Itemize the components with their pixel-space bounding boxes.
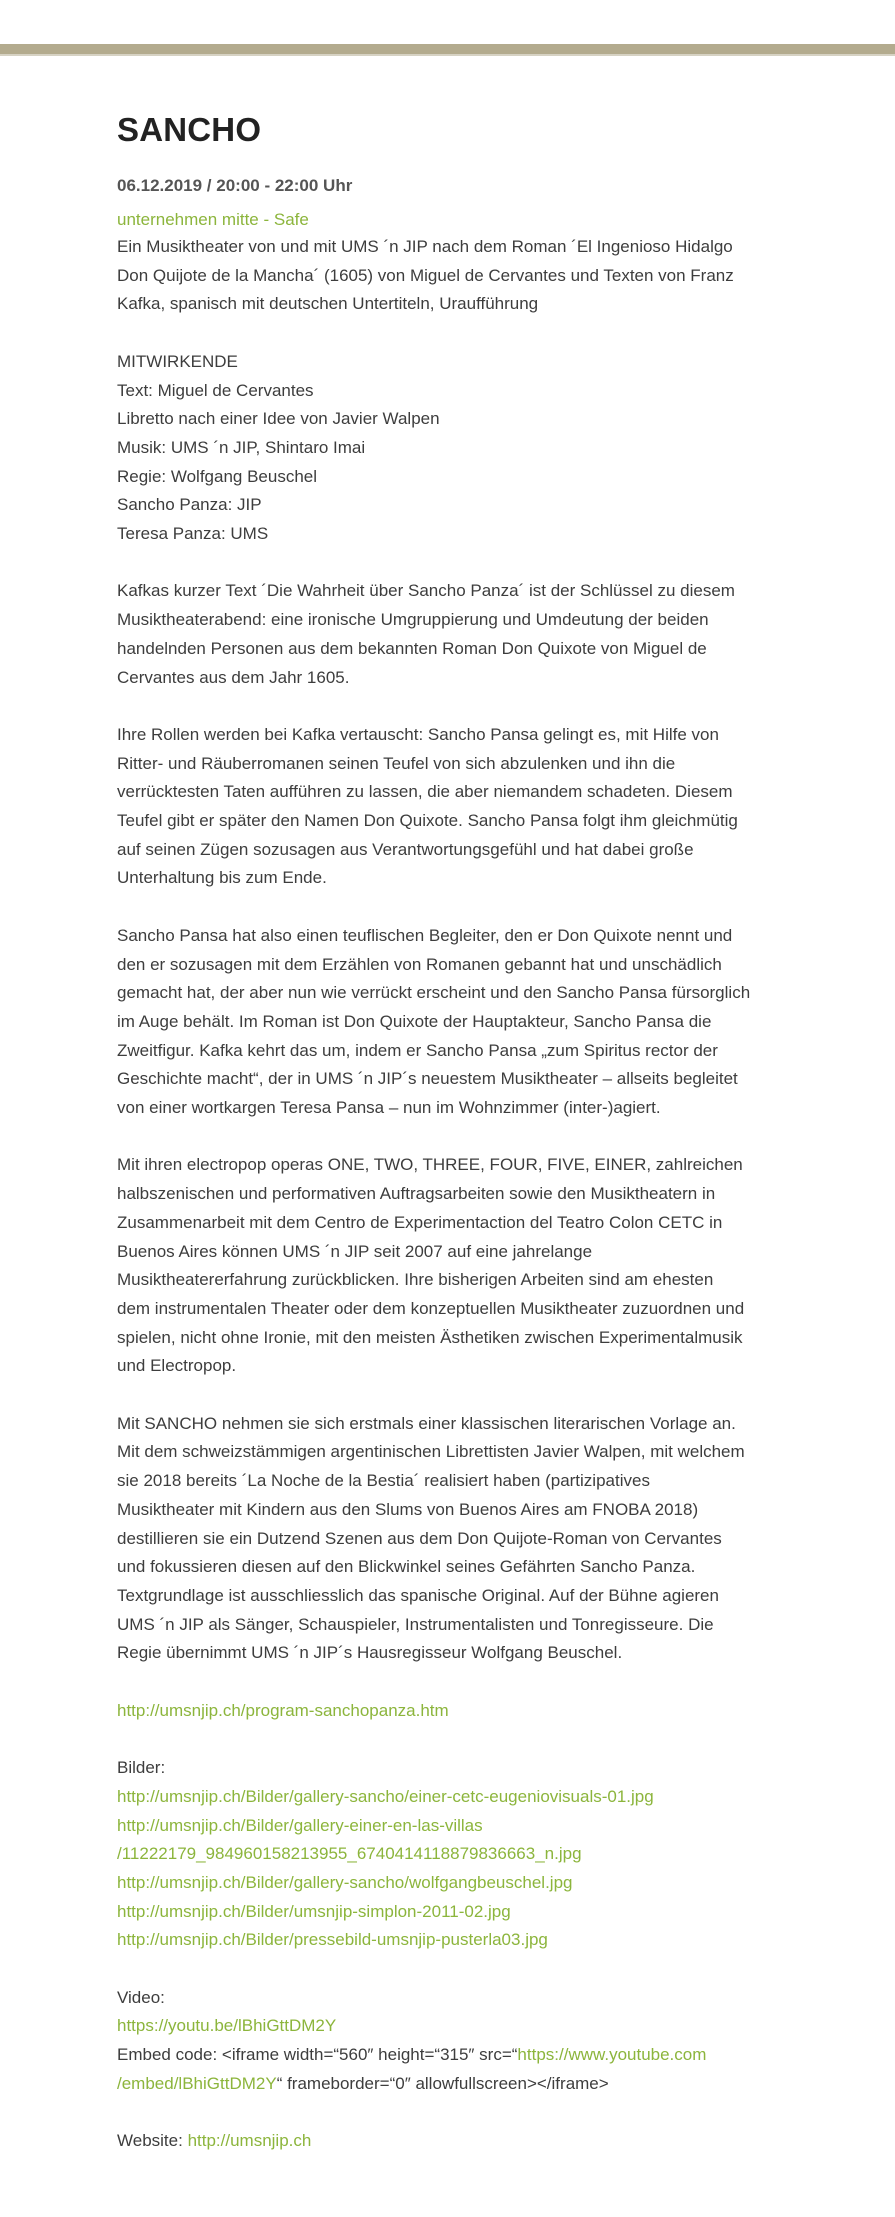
paragraph-history xyxy=(117,1151,797,1381)
event-intro xyxy=(117,233,797,319)
text-line: Musiktheatererfahrung zurückblicken. Ihre bisherigen Arbeiten sind am ehesten xyxy=(117,1270,714,1290)
website-line xyxy=(117,2127,797,2156)
text-line: und fokussieren diesen auf den Blickwinkel seines Gefährten Sancho Panza. xyxy=(117,1557,696,1577)
text-line: Unterhaltung bis zum Ende. xyxy=(117,868,327,888)
credits-block xyxy=(117,348,797,549)
credit-line: Sancho Panza: JIP xyxy=(117,495,262,515)
images-block xyxy=(117,1754,797,1955)
website-label: Website: xyxy=(117,2131,188,2151)
event-location[interactable]: unternehmen mitte - Safe xyxy=(117,210,309,229)
website-block xyxy=(117,2127,797,2156)
text-line: destillieren sie ein Dutzend Szenen aus dem Don Quijote-Roman von Cervantes xyxy=(117,1528,722,1548)
text-line: Mit SANCHO nehmen sie sich erstmals einer klassischen literarischen Vorlage an. xyxy=(117,1413,736,1433)
video-block xyxy=(117,1984,797,2099)
text-line: Textgrundlage ist ausschliesslich das spanische Original. Auf der Bühne agieren xyxy=(117,1585,719,1605)
video-link[interactable]: https://youtu.be/lBhiGttDM2Y xyxy=(117,2016,337,2036)
image-link[interactable]: http://umsnjip.ch/Bilder/gallery-einer-en-las-villas xyxy=(117,1815,483,1835)
text-line: Sancho Pansa hat also einen teuflischen Begleiter, den er Don Quixote nennt und xyxy=(117,925,733,945)
text-line: gemacht hat, der aber nun wie verrückt erscheint und den Sancho Pansa fürsorglich xyxy=(117,983,751,1003)
text-line: Buenos Aires können UMS ´n JIP seit 2007 auf eine jahrelange xyxy=(117,1241,593,1261)
credit-line: Libretto nach einer Idee von Javier Walpen xyxy=(117,409,440,429)
embed-code-prefix: Embed code: <iframe width=“560″ height=“315″ src=“ xyxy=(117,2045,518,2065)
image-link[interactable]: /11222179_984960158213955_6740414118879836663_n.jpg xyxy=(117,1844,582,1864)
top-bar xyxy=(0,44,895,56)
text-line: spielen, nicht ohne Ironie, mit den meisten Ästhetiken zwischen Experimentalmusik xyxy=(117,1327,743,1347)
text-line: Zweitfigur. Kafka kehrt das um, indem er Sancho Pansa „zum Spiritus rector der xyxy=(117,1040,718,1060)
text-line: Geschichte macht“, der in UMS ´n JIP´s neuestem Musiktheater – allseits begleitet xyxy=(117,1069,738,1089)
embed-code-line xyxy=(117,2041,797,2070)
event-content xyxy=(117,100,797,2156)
intro-line: Kafka, spanisch mit deutschen Untertiteln, Uraufführung xyxy=(117,294,539,314)
text-line: UMS ´n JIP als Sänger, Schauspieler, Instrumentalisten und Tonregisseure. Die xyxy=(117,1614,714,1634)
text-line: dem instrumentalen Theater oder dem konzeptuellen Musiktheater zuzuordnen und xyxy=(117,1298,745,1318)
embed-code-suffix: “ frameborder=“0″ allowfullscreen></iframe> xyxy=(276,2073,609,2093)
text-line: Musiktheater mit Kindern aus den Slums von Buenos Aires am FNOBA 2018) xyxy=(117,1499,699,1519)
paragraph-roles xyxy=(117,721,797,893)
embed-code-line xyxy=(117,2070,797,2099)
image-link[interactable]: http://umsnjip.ch/Bilder/gallery-sancho/wolfgangbeuschel.jpg xyxy=(117,1872,573,1892)
text-line: Zusammenarbeit mit dem Centro de Experimentaction del Teatro Colon CETC in xyxy=(117,1212,723,1232)
images-heading: Bilder: xyxy=(117,1758,166,1778)
program-link-block xyxy=(117,1697,797,1726)
paragraph-companion xyxy=(117,922,797,1123)
text-line: halbszenischen und performativen Auftragsarbeiten sowie den Musiktheatern in xyxy=(117,1184,716,1204)
credit-line: Teresa Panza: UMS xyxy=(117,524,269,544)
text-line: Ihre Rollen werden bei Kafka vertauscht: Sancho Pansa gelingt es, mit Hilfe von xyxy=(117,724,719,744)
image-link[interactable]: http://umsnjip.ch/Bilder/gallery-sancho/einer-cetc-eugeniovisuals-01.jpg xyxy=(117,1786,654,1806)
text-line: den er sozusagen mit dem Erzählen von Romanen gebannt hat und unschädlich xyxy=(117,954,722,974)
video-heading: Video: xyxy=(117,1987,165,2007)
image-link[interactable]: http://umsnjip.ch/Bilder/pressebild-umsnjip-pusterla03.jpg xyxy=(117,1930,548,1950)
text-line: Kafkas kurzer Text ´Die Wahrheit über Sancho Panza´ ist der Schlüssel zu diesem xyxy=(117,581,735,601)
embed-link[interactable]: https://www.youtube.com xyxy=(517,2045,707,2065)
text-line: verrücktesten Taten aufführen zu lassen, die aber niemandem schadeten. Diesem xyxy=(117,782,733,802)
text-line: handelnden Personen aus dem bekannten Roman Don Quixote von Miguel de xyxy=(117,638,707,658)
website-link[interactable]: http://umsnjip.ch xyxy=(187,2131,312,2151)
text-line: Mit dem schweizstämmigen argentinischen Librettisten Javier Walpen, mit welchem xyxy=(117,1442,745,1462)
paragraph-sancho xyxy=(117,1410,797,1668)
credit-line: Text: Miguel de Cervantes xyxy=(117,380,314,400)
image-link[interactable]: http://umsnjip.ch/Bilder/umsnjip-simplon-2011-02.jpg xyxy=(117,1901,511,1921)
text-line: Regie übernimmt UMS ´n JIP´s Hausregisseur Wolfgang Beuschel. xyxy=(117,1643,623,1663)
credit-line: Musik: UMS ´n JIP, Shintaro Imai xyxy=(117,437,366,457)
text-line: Mit ihren electropop operas ONE, TWO, THREE, FOUR, FIVE, EINER, zahlreichen xyxy=(117,1155,743,1175)
event-title: SANCHO xyxy=(117,111,262,148)
text-line: Ritter- und Räuberromanen seinen Teufel von sich abzulenken und ihn die xyxy=(117,753,676,773)
text-line: auf seinen Zügen sozusagen aus Verantwortungsgefühl und hat dabei große xyxy=(117,839,694,859)
embed-link[interactable]: /embed/lBhiGttDM2Y xyxy=(117,2073,277,2093)
credit-line: Regie: Wolfgang Beuschel xyxy=(117,466,318,486)
paragraph-kafka-text xyxy=(117,577,797,692)
text-line: Musiktheaterabend: eine ironische Umgruppierung und Umdeutung der beiden xyxy=(117,610,709,630)
event-datetime: 06.12.2019 / 20:00 - 22:00 Uhr xyxy=(117,176,353,195)
text-line: und Electropop. xyxy=(117,1356,237,1376)
text-line: Cervantes aus dem Jahr 1605. xyxy=(117,667,350,687)
text-line: Teufel gibt er später den Namen Don Quixote. Sancho Pansa folgt ihm gleichmütig xyxy=(117,811,738,831)
intro-line: Don Quijote de la Mancha´ (1605) von Miguel de Cervantes und Texten von Franz xyxy=(117,265,734,285)
text-line: von einer wortkargen Teresa Pansa – nun im Wohnzimmer (inter-)agiert. xyxy=(117,1098,661,1118)
credits-heading: MITWIRKENDE xyxy=(117,351,238,371)
text-line: sie 2018 bereits ´La Noche de la Bestia´ realisiert haben (partizipatives xyxy=(117,1471,650,1491)
intro-line: Ein Musiktheater von und mit UMS ´n JIP nach dem Roman ´El Ingenioso Hidalgo xyxy=(117,237,733,256)
program-link[interactable]: http://umsnjip.ch/program-sanchopanza.htm xyxy=(117,1700,449,1720)
text-line: im Auge behält. Im Roman ist Don Quixote der Hauptakteur, Sancho Pansa die xyxy=(117,1011,712,1031)
